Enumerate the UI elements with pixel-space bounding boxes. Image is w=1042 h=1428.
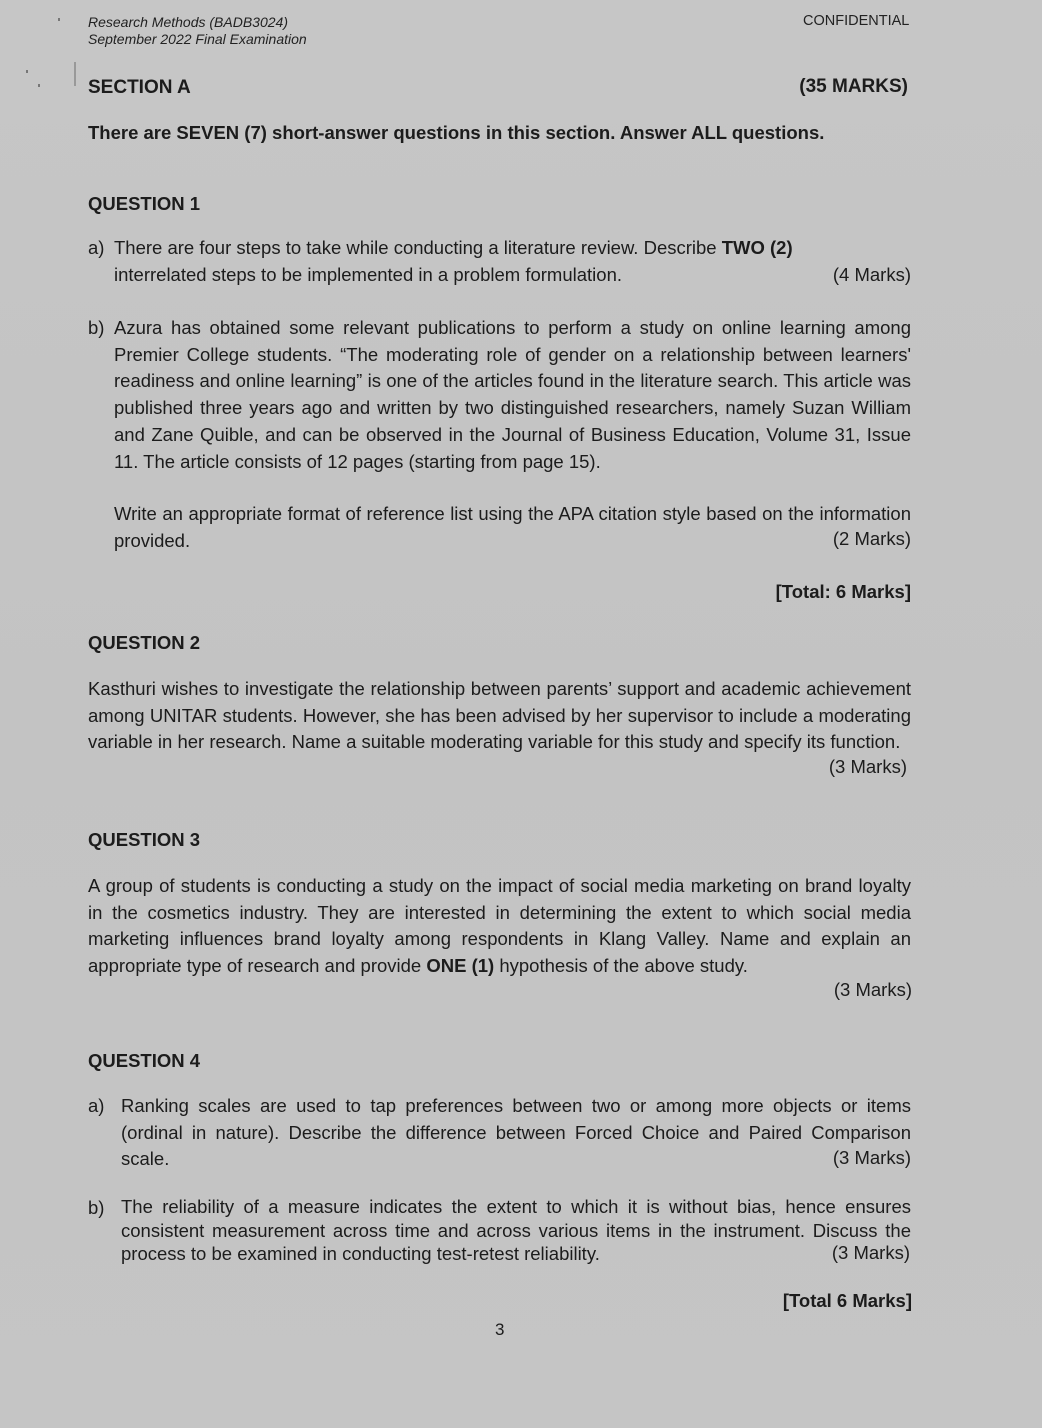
q1a-label: a) [88,237,105,258]
scan-speck [26,70,28,73]
scan-speck [38,84,40,87]
q1a-marks: (4 Marks) [832,263,911,285]
q4-total: [Total 6 Marks] [782,1290,912,1311]
course-title: Research Methods (BADB3024) [88,14,288,30]
exam-session: September 2022 Final Examination [88,31,307,47]
confidential-label: CONFIDENTIAL [803,13,910,29]
q1a-text-part-1: There are four steps to take while conducting a literature review. Describe [114,237,722,258]
q2-marks: (3 Marks) [828,756,907,777]
q4b-label: b) [88,1197,105,1218]
question-3-heading: QUESTION 3 [88,829,201,850]
q1a-text-part-2: interrelated steps to be implemented in a problem formulation. [114,263,622,285]
q1b-text: Azura has obtained some relevant publications to perform a study on online learning among Premier College students. “The moderating role of gender on a relationship between learners' readiness and online learning” is one of the articles found in the literature search. This article was published three years ago and written by two distinguished researchers, namely Suzan William and Zane Quible, and can be observed in the Journal of Business Education, Volume 31, Issue 11. The article consists of 12 pages (starting from page 15). [114,317,911,472]
section-instruction: There are SEVEN (7) short-answer questions in this section. Answer ALL questions. [88,122,825,143]
q2-text: Kasthuri wishes to investigate the relationship between parents’ support and academic achievement among UNITAR students. However, she has been advised by her supervisor to include a moderating variable in her research. Name a suitable moderating variable for this study and specify its function. [88,678,911,753]
q1a-text [114,235,911,288]
q3-bold: ONE (1) [426,955,495,977]
question-4-heading: QUESTION 4 [88,1050,201,1071]
course-header [88,14,307,48]
q4a-text: Ranking scales are used to tap preferences between two or among more objects or items (ordinal in nature). Describe the difference between Forced Choice and Paired Comparison scale. [121,1095,911,1170]
q3-text-part-2: hypothesis of the above study. [494,955,748,977]
q1b-instruction-text: Write an appropriate format of reference list using the APA citation style based on the information provided. [114,503,911,551]
q1b-instruction [114,501,911,554]
scan-speck [58,18,60,21]
q3-text [88,873,911,980]
section-marks: (35 MARKS) [799,76,908,97]
q3-text-part-1: A group of students is conducting a study on the impact of social media marketing on brand loyalty in the cosmetics industry. They are interested in determining the extent to which social media marketing influences brand loyalty among respondents in Klang Valley. Name and explain an appropriate type of research and provide [88,875,911,977]
q4a-marks: (3 Marks) [832,1147,911,1168]
question-1-heading: QUESTION 1 [88,193,201,214]
q1b-marks: (2 Marks) [832,528,911,549]
q1a-bold: TWO (2) [721,237,793,258]
q3-marks: (3 Marks) [833,979,912,1000]
scan-speck [74,62,76,86]
page-number: 3 [495,1320,505,1339]
question-2-heading: QUESTION 2 [88,632,201,653]
q4b-text: The reliability of a measure indicates the extent to which it is without bias, hence ensures consistent measurement across time and across various items in the instrument. Discuss the process to be examined in conducting test-retest reliability. [121,1196,911,1264]
q1b-label: b) [88,317,105,338]
section-title: SECTION A [88,77,191,98]
q4b-marks: (3 Marks) [831,1242,910,1263]
q1-total: [Total: 6 Marks] [775,581,911,602]
q4a-label: a) [88,1095,105,1116]
